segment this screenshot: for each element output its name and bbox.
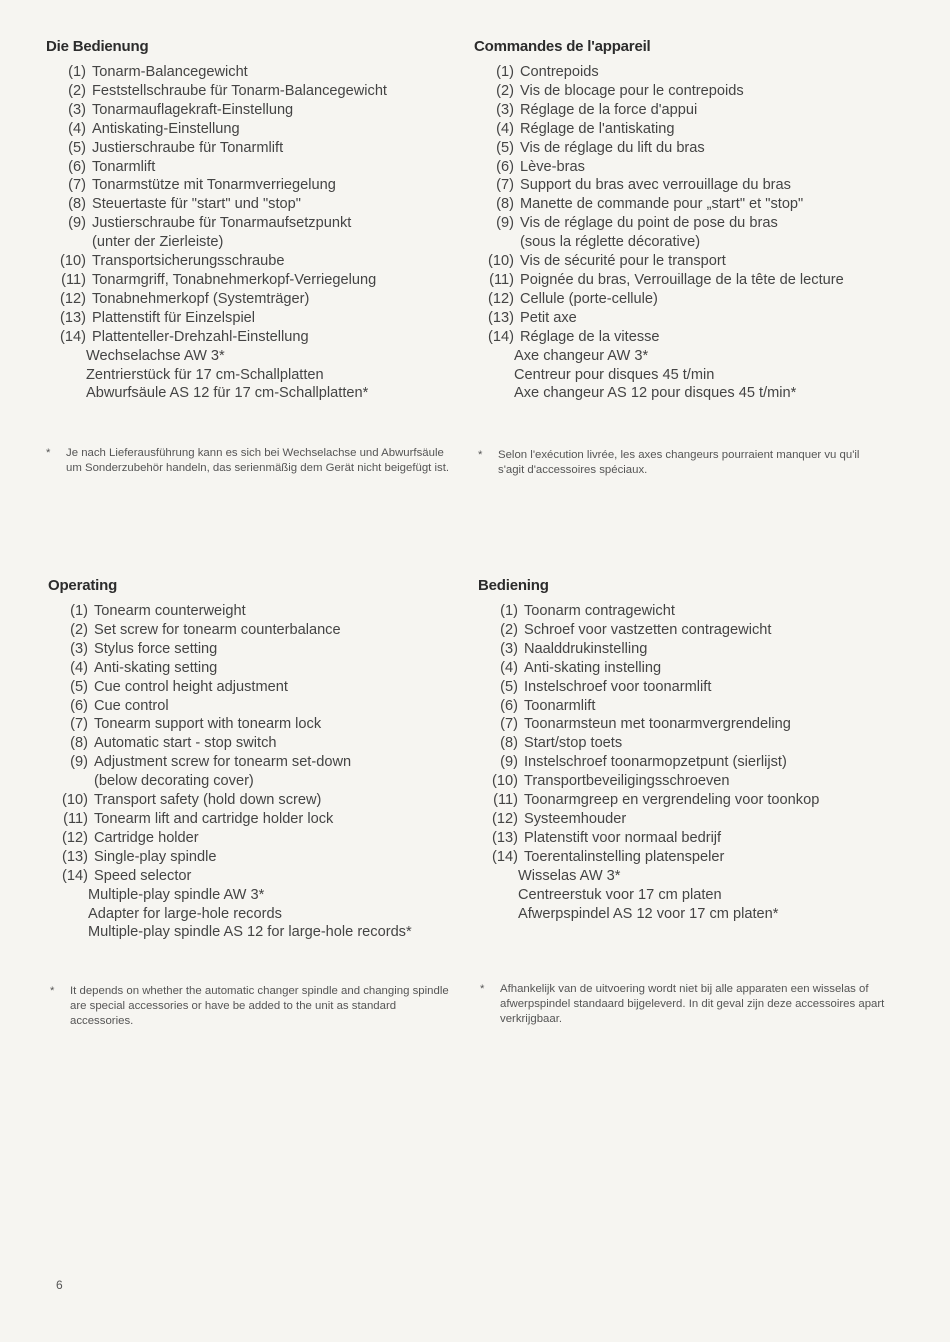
footnote-fr [478, 448, 888, 478]
accessory-line: Axe changeur AS 12 pour disques 45 t/min* [514, 385, 797, 402]
list-item: (13) Platenstift voor normaal bedrijf [492, 829, 722, 846]
footnote-marker: * [480, 983, 485, 995]
list-item: (1) Tonearm counterweight [70, 603, 246, 619]
list-item: (2) Vis de blocage pour le contrepoids [496, 82, 744, 99]
list-item: (6) Toonarmlift [500, 697, 596, 714]
list-item: (1) Tonarm-Balancegewicht [68, 64, 248, 80]
list-item: (7) Tonarmstütze mit Tonarmverriegelung [68, 177, 336, 194]
list-item: (12) Cartridge holder [62, 829, 199, 846]
list-item: (11) Tonearm lift and cartridge holder lock [63, 810, 334, 827]
list-item: (4) Anti-skating instelling [500, 659, 662, 676]
list-item: (3) Stylus force setting [70, 640, 218, 657]
list-item: (4) Anti-skating setting [70, 659, 218, 676]
accessory-line: Abwurfsäule AS 12 für 17 cm-Schallplatten* [86, 385, 369, 402]
list-item: (8) Steuertaste für "start" und "stop" [68, 196, 301, 213]
accessory-line: Multiple-play spindle AW 3* [88, 886, 265, 903]
section-heading: Bediening [478, 577, 549, 594]
list-item: (7) Tonearm support with tonearm lock [70, 716, 322, 733]
list-item: (8) Automatic start - stop switch [70, 735, 277, 752]
list-item: (7) Support du bras avec verrouillage du bras [496, 177, 791, 194]
list-item: (14) Speed selector [62, 867, 192, 884]
accessory-line: Axe changeur AW 3* [514, 347, 649, 364]
list-item: (3) Naalddrukinstelling [500, 640, 648, 657]
item-list [48, 602, 468, 886]
list-item: (9) Vis de réglage du point de pose du bras [496, 215, 778, 232]
section-fr [474, 38, 904, 403]
section-de [46, 38, 466, 403]
list-item: (10) Transport safety (hold down screw) [62, 792, 322, 809]
list-item: (9) Instelschroef toonarmopzetpunt (sierlijst) [500, 754, 787, 771]
section-en [48, 577, 468, 942]
list-item: (6) Lève-bras [496, 158, 585, 175]
list-item: (10) Vis de sécurité pour le transport [488, 253, 726, 270]
list-item: (9) Adjustment screw for tonearm set-down [70, 754, 352, 771]
item-list [474, 63, 904, 347]
list-item: (9) Justierschraube für Tonarmaufsetzpunkt [68, 215, 352, 232]
list-item: (12) Cellule (porte-cellule) [488, 290, 658, 307]
accessory-line: Centreerstuk voor 17 cm platen [518, 886, 722, 903]
accessory-line: Multiple-play spindle AS 12 for large-hole records* [88, 924, 412, 941]
list-item: (5) Cue control height adjustment [70, 678, 288, 695]
list-item: (7) Toonarmsteun met toonarmvergrendeling [500, 716, 791, 733]
list-item: (1) Contrepoids [496, 64, 599, 80]
list-item: (14) Réglage de la vitesse [488, 328, 660, 345]
list-item: (10) Transportsicherungsschraube [60, 253, 285, 270]
list-item: (6) Tonarmlift [68, 158, 156, 175]
list-item: (below decorating cover) [94, 773, 254, 790]
list-item: (5) Justierschraube für Tonarmlift [68, 139, 284, 156]
item-list [478, 602, 908, 867]
list-item: (11) Tonarmgriff, Tonabnehmerkopf-Verriegelung [61, 271, 377, 288]
list-item: (3) Réglage de la force d'appui [496, 101, 698, 118]
list-item: (2) Set screw for tonearm counterbalance [70, 621, 341, 638]
list-item: (sous la réglette décorative) [520, 234, 701, 251]
list-item: (10) Transportbeveiligingsschroeven [492, 773, 730, 790]
accessory-line: Zentrierstück für 17 cm-Schallplatten [86, 366, 324, 383]
section-nl [478, 577, 908, 923]
list-item: (8) Manette de commande pour „start" et "stop" [496, 196, 804, 213]
list-item: (12) Tonabnehmerkopf (Systemträger) [60, 290, 310, 307]
list-item: (11) Poignée du bras, Verrouillage de la tête de lecture [489, 271, 844, 288]
accessory-line: Centreur pour disques 45 t/min [514, 366, 715, 383]
list-item: (8) Start/stop toets [500, 735, 623, 752]
list-item: (4) Réglage de l'antiskating [496, 120, 675, 137]
footnote-en [50, 984, 460, 1029]
list-item: (13) Plattenstift für Einzelspiel [60, 309, 256, 326]
accessory-line: Wechselachse AW 3* [86, 347, 225, 364]
footnote-de [46, 446, 456, 476]
list-item: (13) Petit axe [488, 309, 577, 326]
list-item: (unter der Zierleiste) [92, 234, 224, 251]
list-item: (2) Schroef voor vastzetten contragewicht [500, 621, 772, 638]
footnote-text: Je nach Lieferausführung kann es sich bei Wechselachse und Abwurfsäule um Sonderzubehör handeln, das serienmäßig dem Gerät nicht beigefügt ist. [66, 447, 450, 474]
accessory-line: Adapter for large-hole records [88, 905, 282, 922]
list-item: (4) Antiskating-Einstellung [68, 120, 240, 137]
footnote-marker: * [50, 985, 55, 997]
footnote-nl [480, 982, 890, 1027]
list-item: (14) Toerentalinstelling platenspeler [492, 848, 725, 865]
footnote-text: It depends on whether the automatic changer spindle and changing spindle are special accessories or have be added to the unit as standard accessories. [70, 985, 449, 1027]
list-item: (5) Instelschroef voor toonarmlift [500, 678, 712, 695]
footnote-text: Afhankelijk van de uitvoering wordt niet bij alle apparaten een wisselas of afwerpspindel standaard bijgeleverd. In dit geval zijn deze accessoires apart verkrijgbaar. [500, 983, 885, 1025]
list-item: (2) Feststellschraube für Tonarm-Balancegewicht [68, 82, 387, 99]
accessory-line: Wisselas AW 3* [518, 867, 621, 884]
list-item: (13) Single-play spindle [62, 848, 217, 865]
accessory-line: Afwerpspindel AS 12 voor 17 cm platen* [518, 905, 779, 922]
footnote-marker: * [478, 449, 483, 461]
item-list [46, 63, 466, 347]
section-heading: Die Bedienung [46, 38, 149, 55]
list-item: (1) Toonarm contragewicht [500, 603, 675, 619]
section-heading: Commandes de l'appareil [474, 38, 651, 55]
list-item: (5) Vis de réglage du lift du bras [496, 139, 705, 156]
footnote-marker: * [46, 447, 51, 459]
list-item: (11) Toonarmgreep en vergrendeling voor toonkop [493, 792, 820, 809]
page-number: 6 [56, 1278, 63, 1292]
list-item: (6) Cue control [70, 697, 169, 714]
list-item: (12) Systeemhouder [492, 810, 627, 827]
section-heading: Operating [48, 577, 118, 594]
footnote-text: Selon l'exécution livrée, les axes changeurs pourraient manquer vu qu'il s'agit d'accessoires spéciaux. [498, 449, 860, 476]
list-item: (3) Tonarmauflagekraft-Einstellung [68, 101, 294, 118]
list-item: (14) Plattenteller-Drehzahl-Einstellung [60, 328, 309, 345]
